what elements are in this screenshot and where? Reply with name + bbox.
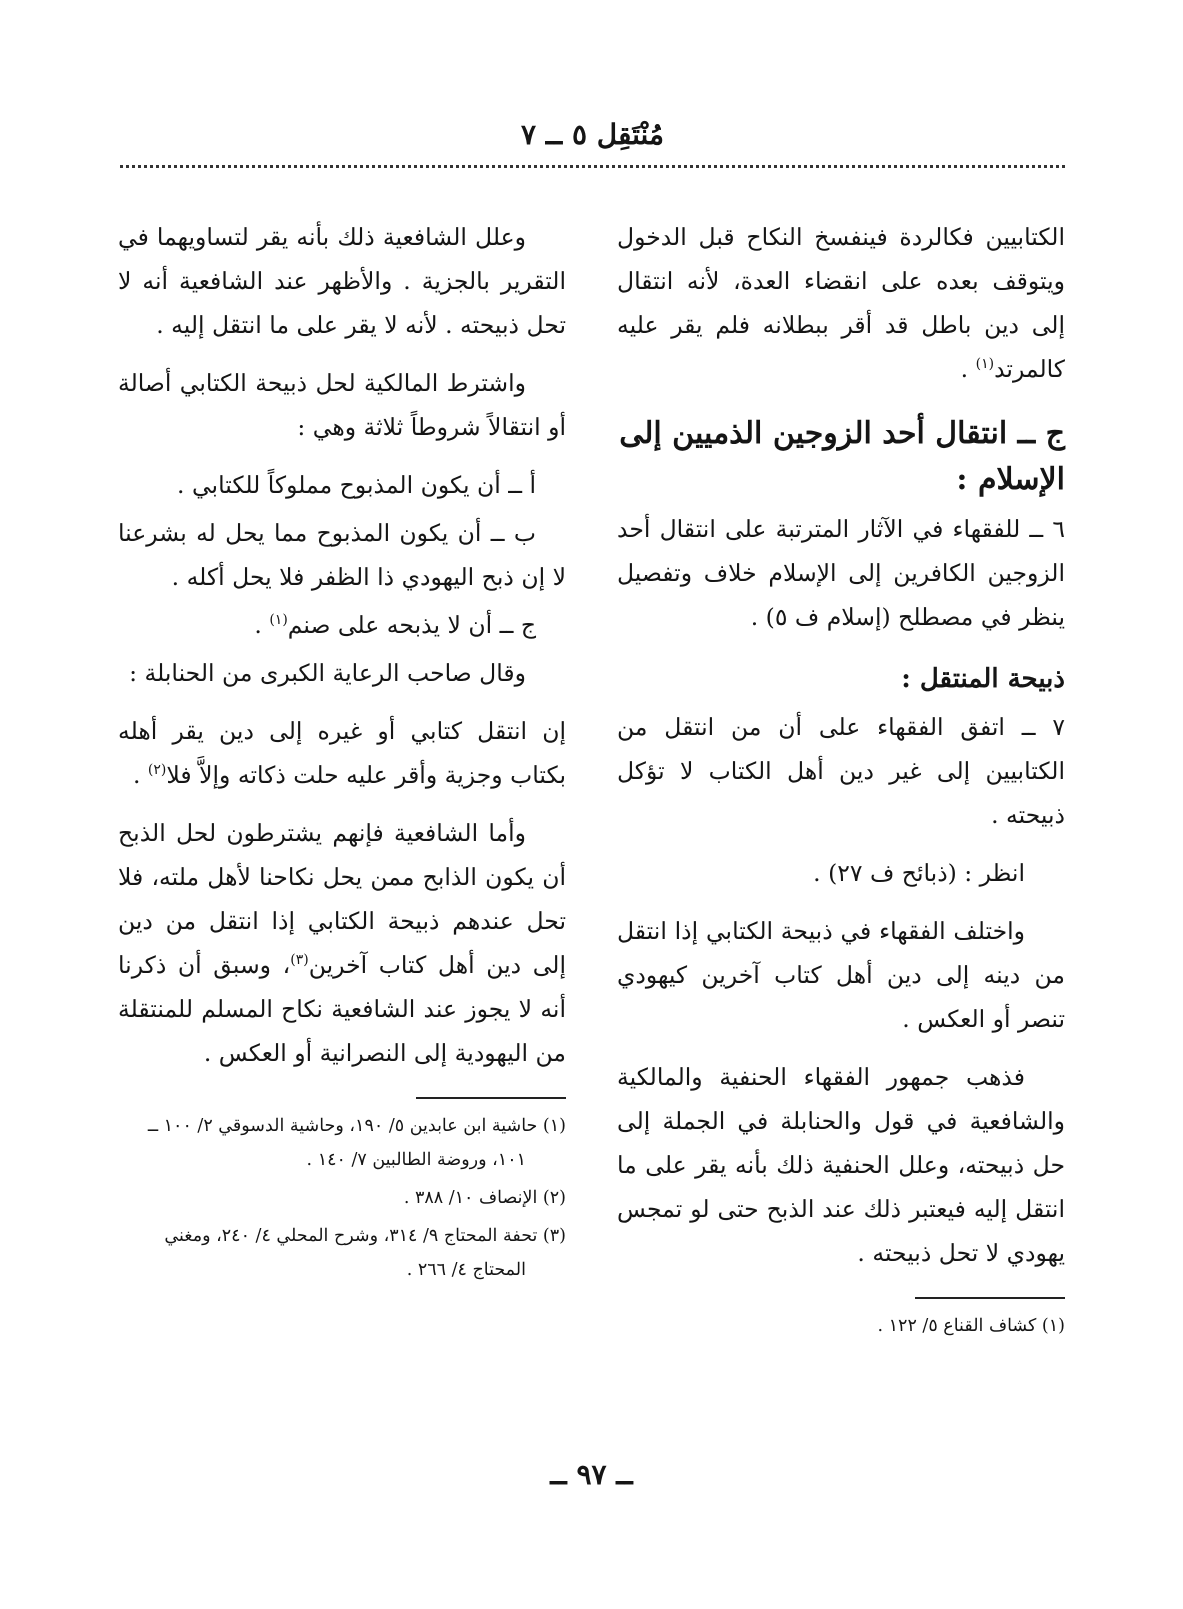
footnote-ref: (٣) — [290, 952, 309, 969]
condition-b: ب ــ أن يكون المذبوح مما يحل له بشرعنا لا إن ذبح اليهودي ذا الظفر فلا يحل أكله . — [118, 519, 566, 591]
paragraph-6: ٦ ــ للفقهاء في الآثار المترتبة على انتقال أحد الزوجين الكافرين إلى الإسلام خلاف وتفصيل ينظر في مصطلح (إسلام ف ٥) . — [617, 515, 1065, 631]
paragraph-7: ٧ ــ اتفق الفقهاء على أن من انتقل من الكتابيين إلى غير دين أهل الكتاب لا تؤكل ذبيحته . — [617, 713, 1065, 829]
paragraph-hanbali-view — [118, 709, 566, 797]
footnote-divider — [416, 1097, 566, 1099]
paragraph-see-also: انظر : (ذبائح ف ٢٧) . — [813, 859, 1025, 887]
section-heading-slaughter: ذبيحة المنتقل : — [901, 664, 1065, 694]
paragraph-text: وأما الشافعية فإنهم يشترطون لحل الذبح أن يكون الذابح ممن يحل نكاحنا لأهل ملته، فلا تحل عندهم ذبيحة الكتابي إذا انتقل من دين إلى دين أهل كتاب آخرين — [118, 819, 566, 979]
condition-c — [118, 603, 566, 647]
paragraph-text: الكتابيين فكالردة فينفسخ النكاح قبل الدخول ويتوقف بعده على انقضاء العدة، لأنه انتقال إلى دين باطل قد أقر ببطلانه فلم يقر عليه كالمرتد — [617, 223, 1065, 383]
paragraph-disagreement: واختلف الفقهاء في ذبيحة الكتابي إذا انتقل من دينه إلى دين أهل كتاب آخرين كيهودي تنصر أو العكس . — [617, 917, 1065, 1033]
paragraph-shafii-condition — [118, 811, 566, 1075]
footnote-ref: (١) — [975, 356, 995, 373]
paragraph-shafii-reason: وعلل الشافعية ذلك بأنه يقر لتساويهما في التقرير بالجزية . والأظهر عند الشافعية أنه لا تحل ذبيحته . لأنه لا يقر على ما انتقل إليه . — [118, 223, 566, 339]
footnote: (٣) تحفة المحتاج ٩/ ٣١٤، وشرح المحلي ٤/ ٢٤٠، ومغني المحتاج ٤/ ٢٦٦ . — [164, 1226, 566, 1280]
punctuation: . — [132, 761, 148, 789]
right-column — [617, 215, 1065, 1347]
condition-a: أ ــ أن يكون المذبوح مملوكاً للكتابي . — [177, 471, 536, 499]
page-number: ــ ٩٧ ــ — [550, 1458, 633, 1491]
paragraph-majority-view: فذهب جمهور الفقهاء الحنفية والمالكية والشافعية في قول والحنابلة في الجملة إلى حل ذبيحته، وعلل الحنفية ذلك بأنه يقر على ما انتقل إليه فيعتبر ذلك عند الذبح حتى لو تمجس يهودي لا تحل ذبيحته . — [617, 1063, 1065, 1267]
running-header: مُنْتَقِل ٥ ــ ٧ — [520, 118, 664, 151]
condition-text: ج ــ أن لا يذبحه على صنم — [287, 611, 536, 639]
left-column — [118, 215, 566, 1291]
footnote-divider — [915, 1297, 1065, 1299]
footnote-ref: (٢) — [147, 762, 167, 779]
punctuation: . — [960, 355, 976, 383]
footnote-ref: (١) — [269, 612, 288, 629]
footnote: (١) كشاف القناع ٥/ ١٢٢ . — [877, 1316, 1065, 1336]
header-dotted-rule — [120, 165, 1065, 168]
footnote: (٢) الإنصاف ١٠/ ٣٨٨ . — [403, 1188, 566, 1208]
paragraph-text: إن انتقل كتابي أو غيره إلى دين يقر أهله بكتاب وجزية وأقر عليه حلت ذكاته وإلاَّ فلا — [118, 717, 566, 789]
punctuation: . — [254, 611, 270, 639]
paragraph-maliki-conditions: واشترط المالكية لحل ذبيحة الكتابي أصالة أو انتقالاً شروطاً ثلاثة وهي : — [118, 369, 566, 441]
paragraph-apostate — [617, 215, 1065, 391]
paragraph-hanbali-intro: وقال صاحب الرعاية الكبرى من الحنابلة : — [129, 659, 526, 687]
section-heading-conversion-to-islam: ج ــ انتقال أحد الزوجين الذميين إلى الإسلام : — [619, 416, 1065, 497]
footnote: (١) حاشية ابن عابدين ٥/ ١٩٠، وحاشية الدسوقي ٢/ ١٠٠ ــ ١٠١، وروضة الطالبين ٧/ ١٤٠ . — [147, 1116, 566, 1170]
paragraph-text: ، وسبق أن ذكرنا أنه لا يجوز عند الشافعية نكاح المسلم للمنتقلة من اليهودية إلى النصرانية أو العكس . — [118, 951, 566, 1067]
